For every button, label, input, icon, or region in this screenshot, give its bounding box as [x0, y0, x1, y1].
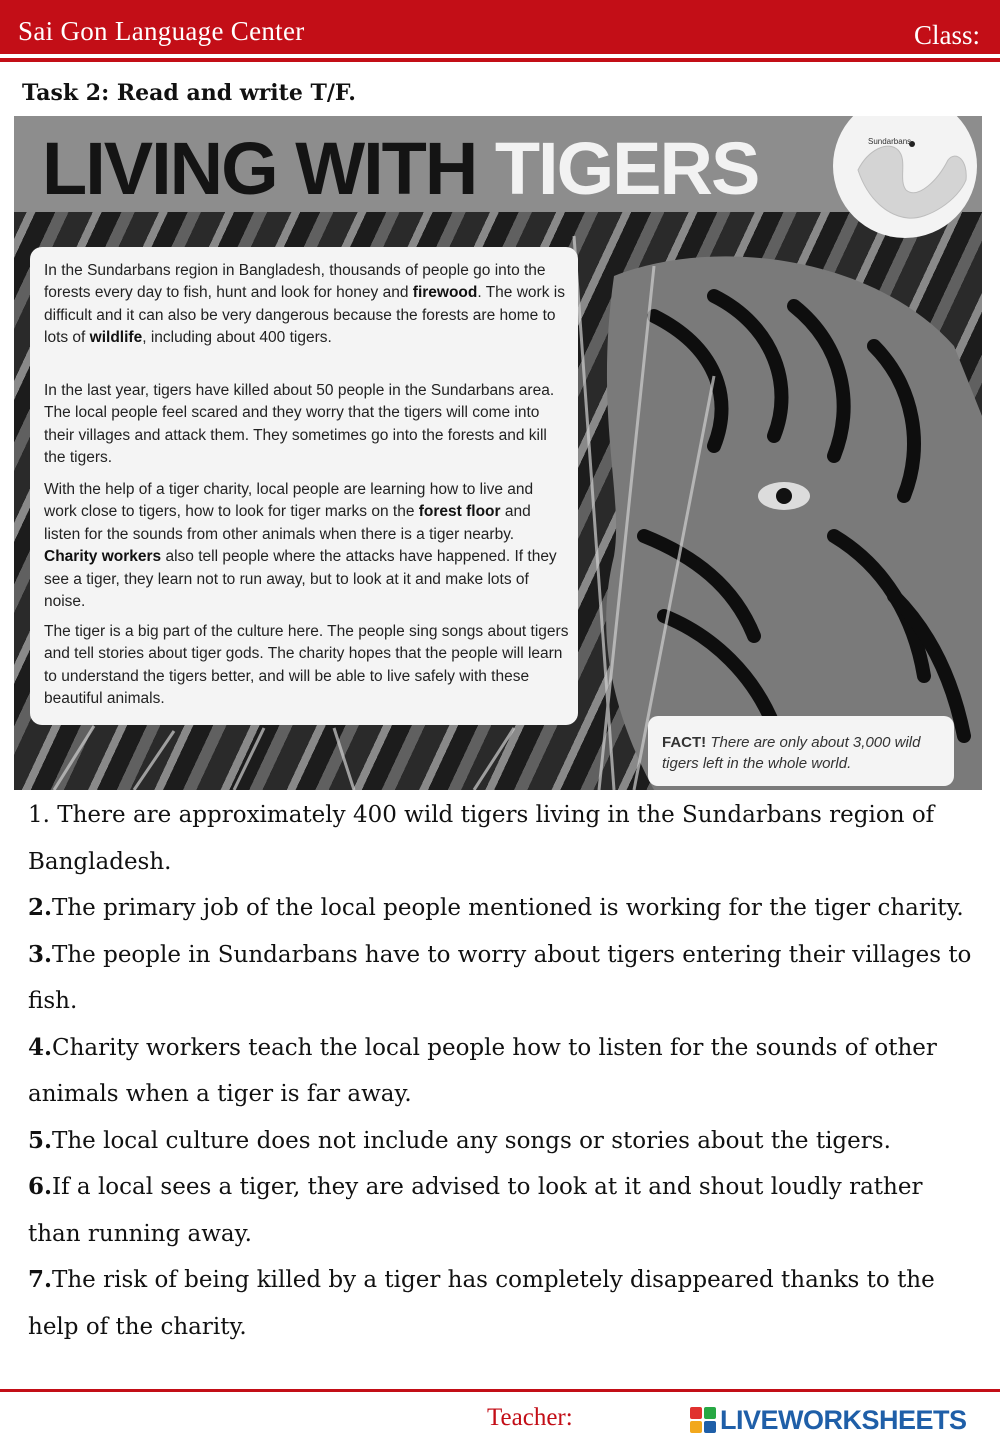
paragraph-text: also tell people where the attacks have happened. If they see a tiger, they learn not to run away, but to look at it and make lots of noise.: [44, 548, 557, 611]
glossary-term: Charity workers: [44, 548, 162, 566]
paragraph-text: and listen for the sounds from other animals when there is a tiger nearby.: [44, 503, 531, 543]
statement-item: [28, 1257, 978, 1350]
statement-item: [28, 1118, 978, 1165]
globe-map-icon: [828, 116, 982, 242]
logo-square: [704, 1421, 716, 1433]
paragraph-text: In the Sundarbans region in Bangladesh, thousands of people go into the forests every day to fish, hunt and look for honey and: [44, 262, 546, 302]
fact-box: [648, 716, 954, 786]
task-title: Task 2: Read and write T/F.: [22, 80, 356, 106]
glossary-term: firewood: [412, 284, 478, 302]
statement-text: The people in Sundarbans have to worry about tigers entering their villages to fish.: [28, 941, 972, 1014]
statement-number: 2.: [28, 894, 53, 921]
header-bar: [0, 0, 1000, 54]
statement-item: [28, 1025, 978, 1118]
article-text-box: [30, 247, 578, 725]
fact-body: There are only about 3,000 wild tigers left in the whole world.: [662, 734, 921, 772]
logo-square: [690, 1407, 702, 1419]
reading-image: [14, 116, 982, 790]
logo-mark-icon: [690, 1407, 716, 1433]
map-label: Sundarbans: [868, 137, 912, 146]
article-title-dark: LIVING WITH: [42, 127, 477, 210]
statement-item: [28, 885, 978, 932]
statement-text: The risk of being killed by a tiger has completely disappeared thanks to the help of the charity.: [28, 1267, 935, 1340]
statements-list: [28, 792, 978, 1350]
fact-text: [662, 732, 942, 774]
article-paragraph-1: [44, 260, 570, 350]
statement-number: 3.: [28, 940, 53, 968]
statement-item: [28, 792, 978, 885]
paragraph-text: With the help of a tiger charity, local people are learning how to live and work close to tigers, how to look for tiger marks on the: [44, 481, 534, 521]
statement-number: 5.: [28, 1126, 53, 1154]
paragraph-text: . The work is difficult and it can also be very dangerous because the forests are home to lots of: [44, 284, 565, 347]
logo-square: [704, 1407, 716, 1419]
article-title: [42, 124, 758, 214]
statement-number: 6.: [28, 1173, 53, 1200]
article-paragraph-4: [44, 621, 570, 711]
logo-square: [690, 1421, 702, 1433]
class-label: Class:: [913, 20, 980, 50]
statement-text: The local culture does not include any songs or stories about the tigers.: [52, 1127, 891, 1154]
paragraph-text: In the last year, tigers have killed about 50 people in the Sundarbans area. The local people feel scared and they worry that the tigers will come into their villages and attack them. They sometimes go into the forests and kill the tigers.: [44, 382, 555, 467]
article-title-light: TIGERS: [494, 127, 759, 210]
statement-item: [28, 1164, 978, 1257]
center-name: Sai Gon Language Center: [18, 16, 305, 46]
teacher-label: Teacher:: [487, 1404, 573, 1431]
statement-item: [28, 932, 978, 1025]
statement-text: There are approximately 400 wild tigers living in the Sundarbans region of Bangladesh.: [28, 802, 935, 875]
statement-text: Charity workers teach the local people how to listen for the sounds of other animals when a tiger is far away.: [28, 1034, 937, 1107]
header-divider: [0, 58, 1000, 62]
liveworksheets-logo: [690, 1405, 967, 1435]
glossary-term: forest floor: [418, 503, 501, 521]
footer-divider: [0, 1389, 1000, 1392]
paragraph-text: , including about 400 tigers.: [142, 329, 332, 347]
statement-number: 1.: [28, 802, 50, 828]
statement-text: The primary job of the local people mentioned is working for the tiger charity.: [52, 895, 964, 921]
paragraph-text: The tiger is a big part of the culture here. The people sing songs about tigers and tell stories about tiger gods. The charity hopes that the people will learn to understand the tigers better, and will be able to live safely with these beautiful animals.: [44, 623, 569, 708]
glossary-term: wildlife: [89, 329, 143, 347]
article-paragraph-3: [44, 479, 570, 613]
logo-text: LIVEWORKSHEETS: [720, 1404, 967, 1435]
fact-label: FACT!: [662, 734, 707, 751]
statement-number: 4.: [28, 1033, 53, 1061]
statement-number: 7.: [28, 1266, 53, 1293]
article-paragraph-2: [44, 380, 570, 470]
statement-text: If a local sees a tiger, they are advised to look at it and shout loudly rather than running away.: [28, 1174, 923, 1247]
